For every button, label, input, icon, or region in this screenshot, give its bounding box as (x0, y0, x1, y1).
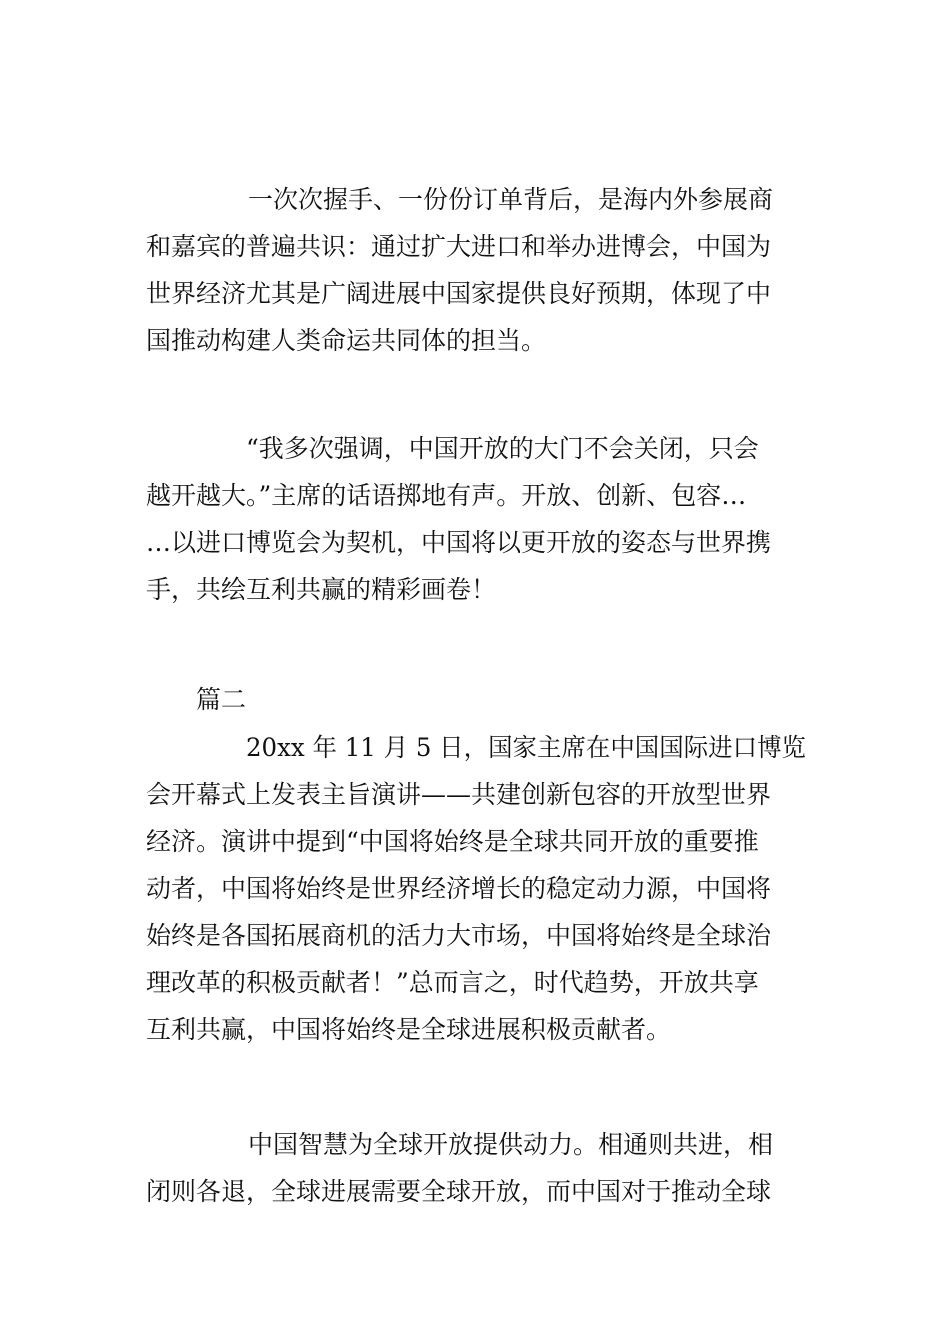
text-line: “我多次强调，中国开放的大门不会关闭，只会 (246, 434, 759, 463)
paragraph-2 (146, 425, 806, 613)
text-line: 互利共赢，中国将始终是全球进展积极贡献者。 (146, 1015, 672, 1044)
text-line: 闭则各退，全球进展需要全球开放，而中国对于推动全球 (146, 1177, 772, 1206)
paragraph-4 (146, 1121, 806, 1215)
paragraph-1 (146, 176, 806, 364)
text-line: 经济。演讲中提到“中国将始终是全球共同开放的重要推 (146, 827, 759, 856)
paragraph-3 (146, 724, 806, 1053)
text-line: 始终是各国拓展商机的活力大市场，中国将始终是全球治 (146, 921, 772, 950)
text-line: 世界经济尤其是广阔进展中国家提供良好预期，体现了中 (146, 279, 772, 308)
text-line: 越开越大。”主席的话语掷地有声。开放、创新、包容… (146, 481, 747, 510)
text-line: 理改革的积极贡献者！”总而言之，时代趋势，开放共享 (146, 968, 759, 997)
text-line: 20xx 年 11 月 5 日，国家主席在中国国际进口博览 (246, 733, 806, 762)
text-line: 会开幕式上发表主旨演讲——共建创新包容的开放型世界 (146, 780, 772, 809)
text-line: 手，共绘互利共赢的精彩画卷！ (146, 575, 497, 604)
text-line: 动者，中国将始终是世界经济增长的稳定动力源，中国将 (146, 874, 772, 903)
text-line: 和嘉宾的普遍共识：通过扩大进口和举办进博会，中国为 (146, 232, 772, 261)
text-line: 国推动构建人类命运共同体的担当。 (146, 326, 547, 355)
section-heading: 篇二 (196, 685, 247, 714)
text-line: …以进口博览会为契机，中国将以更开放的姿态与世界携 (146, 528, 772, 557)
text-line: 中国智慧为全球开放提供动力。相通则共进，相 (248, 1130, 774, 1159)
text-line: 一次次握手、一份份订单背后，是海内外参展商 (248, 185, 774, 214)
